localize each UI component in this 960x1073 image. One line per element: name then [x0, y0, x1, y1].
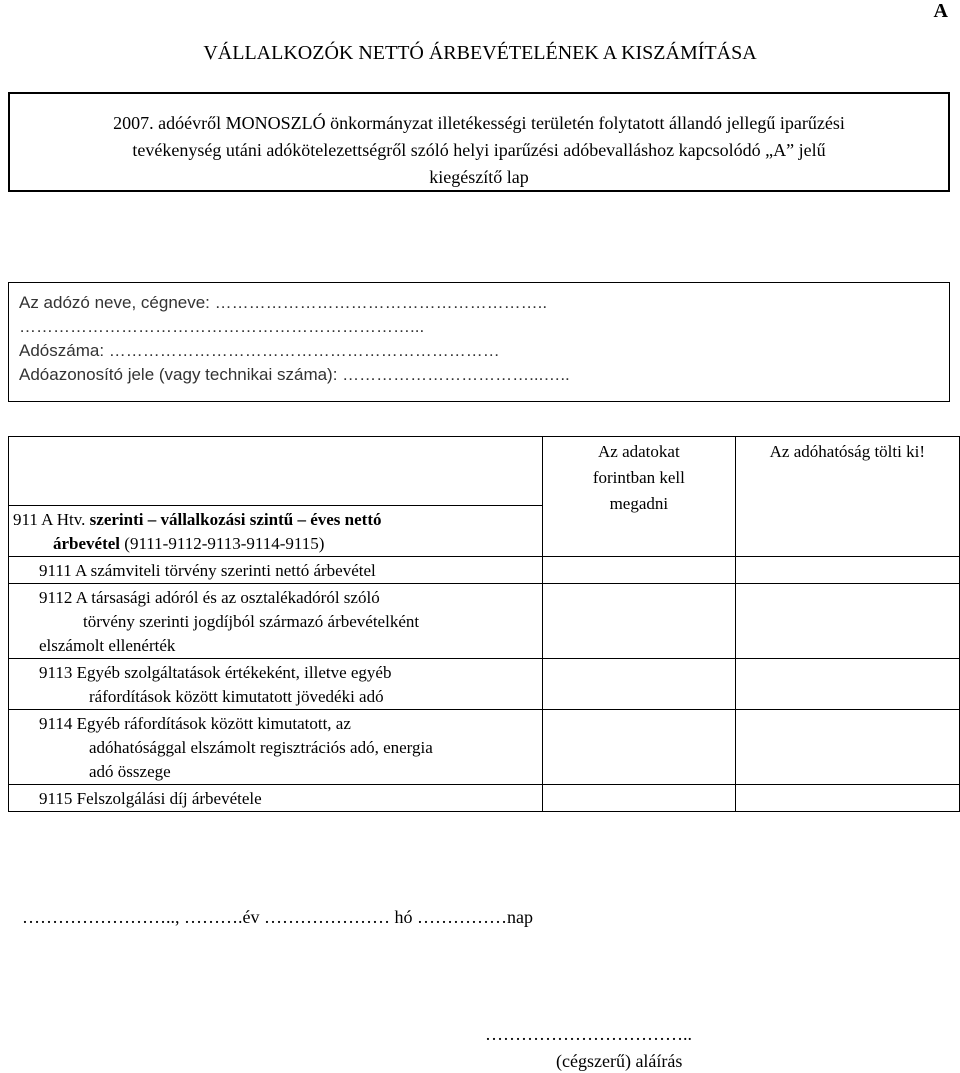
revenue-table: [8, 436, 960, 812]
table-row: [9, 584, 960, 659]
amount-header-label: Az adatokat forintban kell megadni: [592, 442, 685, 513]
row-9114-authority-cell: [735, 710, 959, 785]
row-9115-label: 9115 Felszolgálási díj árbevétele: [9, 785, 543, 812]
form-letter-mark: A: [933, 0, 948, 22]
header-empty-cell: [9, 437, 543, 506]
date-line[interactable]: …………………….., ……….év ………………… hó ……………nap: [22, 907, 533, 927]
page-title: VÁLLALKOZÓK NETTÓ ÁRBEVÉTELÉNEK A KISZÁMÍTÁSA: [203, 42, 757, 64]
row-911-code: 911 A Htv.: [13, 510, 86, 529]
table-row: [9, 785, 960, 812]
row-9112-label: 9112 A társasági adóról és az osztalékadóról szóló törvény szerinti jogdíjból származó árbevételként elszámolt ellenérték: [9, 584, 543, 659]
amount-header-cell: [543, 437, 736, 557]
row-911-bold-cont: árbevétel: [53, 534, 121, 553]
row-9112-amount-cell[interactable]: [543, 584, 736, 659]
row-9113-authority-cell: [735, 659, 959, 710]
row-9114-label: 9114 Egyéb ráfordítások között kimutatott, az adóhatósággal elszámolt regisztrációs adó, energia adó összege: [9, 710, 543, 785]
row-9114-amount-cell[interactable]: [543, 710, 736, 785]
table-header-row: [9, 437, 960, 506]
row-9115-amount-cell[interactable]: [543, 785, 736, 812]
intro-line-3: kiegészítő lap: [429, 167, 529, 187]
row-9112-authority-cell: [735, 584, 959, 659]
authority-header-cell: [735, 437, 959, 557]
signature-label: (cégszerű) aláírás: [556, 1051, 683, 1071]
row-9113-amount-cell[interactable]: [543, 659, 736, 710]
row-911-bold: szerinti – vállalkozási szintű – éves nettó: [89, 510, 382, 529]
tax-id-field[interactable]: Adóazonosító jele (vagy technikai száma): ……………………………...…..: [19, 365, 570, 384]
row-9111-label: 9111 A számviteli törvény szerinti nettó árbevétel: [9, 557, 543, 584]
row-911-label: [9, 506, 543, 557]
row-9113-label: 9113 Egyéb szolgáltatások értékeként, illetve egyéb ráfordítások között kimutatott jövedéki adó: [9, 659, 543, 710]
intro-line-2: tevékenység utáni adókötelezettségről szóló helyi iparűzési adóbevalláshoz kapcsolódó „A” jelű: [132, 140, 826, 160]
row-9111-amount-cell[interactable]: [543, 557, 736, 584]
intro-box: [8, 92, 950, 192]
table-row: [9, 557, 960, 584]
taxpayer-name-field[interactable]: Az adózó neve, cégneve: …………………………………………………..: [19, 293, 548, 312]
row-911-formula: (9111-9112-9113-9114-9115): [124, 534, 325, 553]
authority-header-label: Az adóhatóság tölti ki!: [769, 442, 925, 461]
row-9111-authority-cell: [735, 557, 959, 584]
table-row: [9, 710, 960, 785]
intro-line-1: 2007. adóévről MONOSZLÓ önkormányzat illetékességi területén folytatott állandó jellegű iparűzési: [113, 113, 845, 133]
taxpayer-name-continuation[interactable]: ……………………………………………………………...: [19, 317, 425, 336]
table-row: [9, 659, 960, 710]
signature-dots[interactable]: ……………………………..: [485, 1024, 692, 1044]
tax-number-field[interactable]: Adószáma: ……………………………………………………………: [19, 341, 500, 360]
row-9115-authority-cell: [735, 785, 959, 812]
taxpayer-info-box: [8, 282, 950, 402]
